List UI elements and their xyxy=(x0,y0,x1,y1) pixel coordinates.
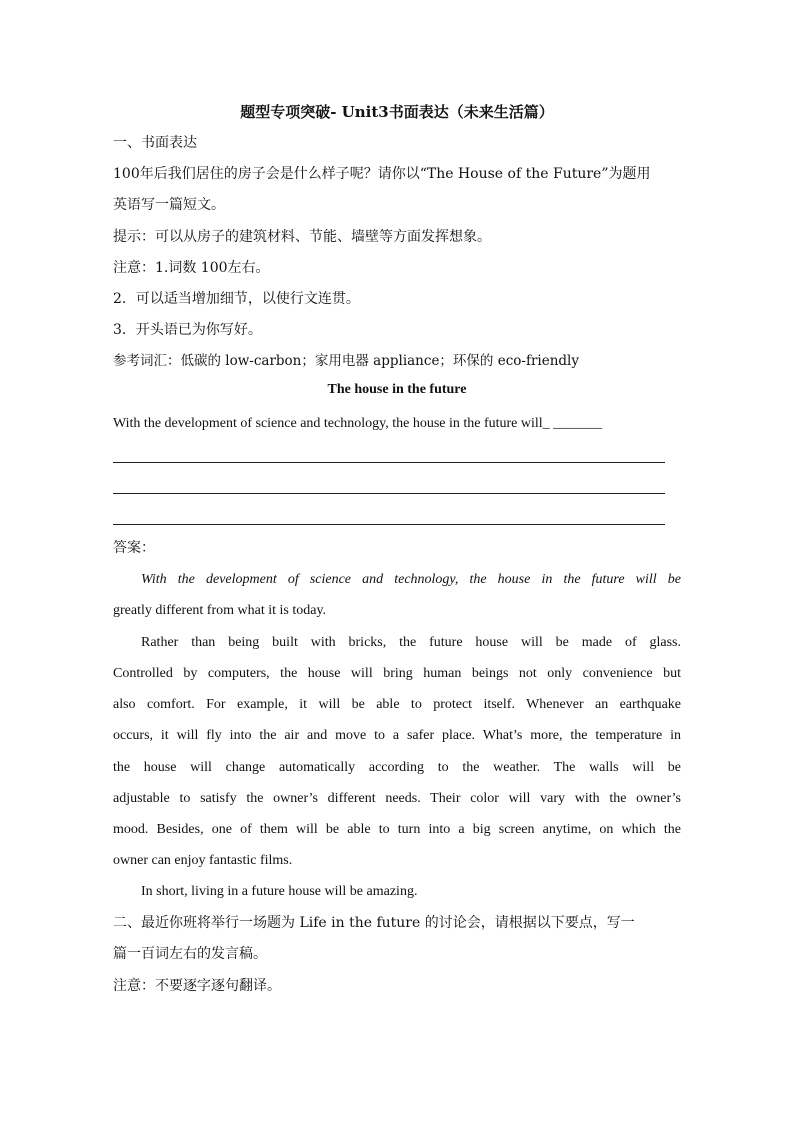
section2-note: 注意：不要逐字逐句翻译。 xyxy=(113,978,281,994)
section2-line-2: 篇一百词左右的发言稿。 xyxy=(113,946,267,962)
answer-line: also comfort. For example, it will be able to protect itself. Whenever an earthquake xyxy=(113,697,681,712)
prompt-line-2: 英语写一篇短文。 xyxy=(113,197,225,213)
hint-text: 提示：可以从房子的建筑材料、节能、墙壁等方面发挥想象。 xyxy=(113,229,491,245)
answer-line: mood. Besides, one of them will be able to turn into a big screen anytime, on which the xyxy=(113,822,681,837)
answer-line: adjustable to satisfy the owner’s different needs. Their color will vary with the owner’s xyxy=(113,791,681,806)
answer-line: In short, living in a future house will be amazing. xyxy=(141,884,418,899)
essay-opening: With the development of science and technology, the house in the future will_ _______ xyxy=(113,416,603,431)
answer-line: greatly different from what it is today. xyxy=(113,603,327,618)
answer-label: 答案： xyxy=(113,540,155,556)
vocabulary-line: 参考词汇：低碳的 low-carbon；家用电器 appliance；环保的 eco-friendly xyxy=(113,353,579,369)
note-2: 2．可以适当增加细节，以使行文连贯。 xyxy=(113,291,360,307)
writing-line-1 xyxy=(113,462,665,463)
section2-line-1: 二、最近你班将举行一场题为 Life in the future 的讨论会，请根据以下要点，写一 xyxy=(113,915,635,931)
answer-line: occurs, it will fly into the air and move to a safer place. What’s more, the temperature in xyxy=(113,728,681,743)
note-1: 注意：1.词数 100左右。 xyxy=(113,260,270,276)
prompt-line-1: 100年后我们居住的房子会是什么样子呢？请你以“The House of the Future”为题用 xyxy=(113,166,651,182)
answer-line: owner can enjoy fantastic films. xyxy=(113,853,293,868)
page-title: 题型专项突破- Unit3书面表达（未来生活篇） xyxy=(240,103,554,121)
answer-line: Controlled by computers, the house will bring human beings not only convenience but xyxy=(113,666,681,681)
writing-line-2 xyxy=(113,493,665,494)
note-3: 3．开头语已为你写好。 xyxy=(113,322,262,338)
section1-heading: 一、书面表达 xyxy=(113,135,197,151)
answer-line: With the development of science and technology, the house in the future will be xyxy=(141,572,681,587)
essay-title: The house in the future xyxy=(327,382,467,397)
writing-line-3 xyxy=(113,524,665,525)
answer-line: Rather than being built with bricks, the future house will be made of glass. xyxy=(141,635,681,650)
answer-line: the house will change automatically according to the weather. The walls will be xyxy=(113,760,681,775)
